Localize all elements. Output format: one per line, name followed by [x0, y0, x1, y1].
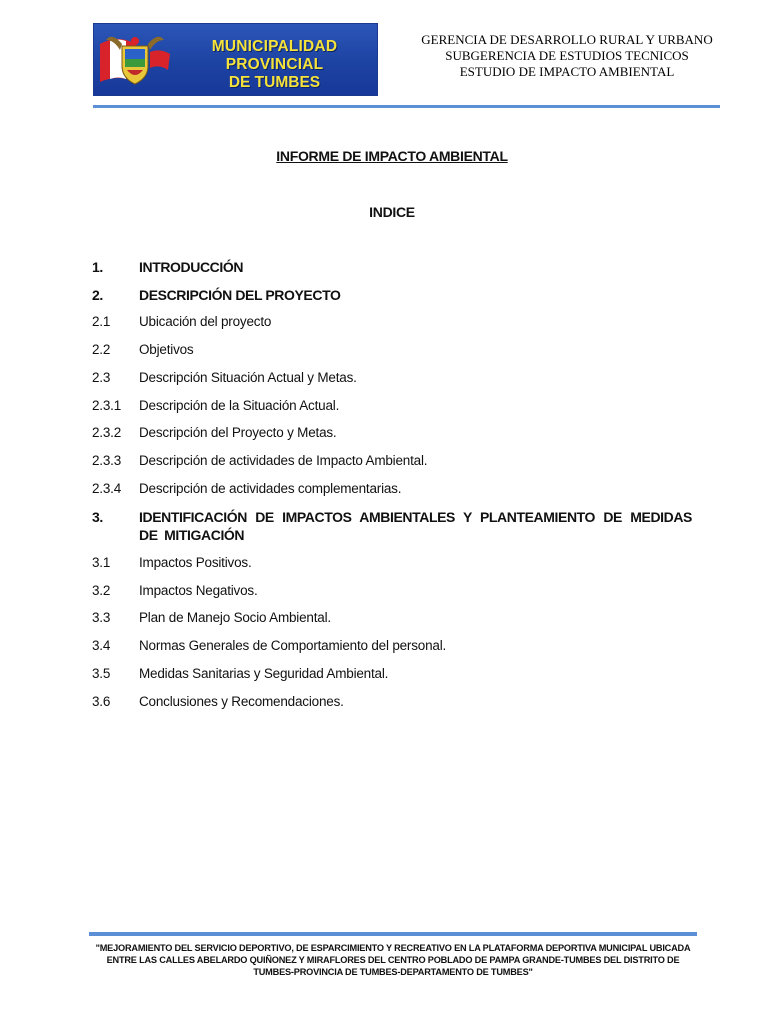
toc-number: 3.5	[92, 666, 111, 681]
logo-line-1: MUNICIPALIDAD PROVINCIAL	[211, 38, 338, 73]
toc-text: Impactos Negativos.	[139, 583, 258, 598]
toc-text: Medidas Sanitarias y Seguridad Ambiental.	[139, 666, 389, 681]
toc-text: Impactos Positivos.	[139, 555, 252, 570]
toc-number: 2.3	[92, 370, 111, 385]
toc-text: Descripción de actividades complementarias.	[139, 481, 402, 496]
index-title: INDICE	[369, 204, 415, 220]
logo-line-2: DE TUMBES	[228, 74, 321, 91]
toc-text: Descripción de actividades de Impacto Ambiental.	[139, 453, 428, 468]
toc-number: 2.	[92, 287, 103, 303]
toc-number: 1.	[92, 259, 103, 275]
toc-number: 2.3.4	[92, 481, 122, 496]
toc-number: 3.3	[92, 610, 111, 625]
toc-text: Plan de Manejo Socio Ambiental.	[139, 610, 331, 625]
footer-project-title: "MEJORAMIENTO DEL SERVICIO DEPORTIVO, DE ESPARCIMIENTO Y RECREATIVO EN LA PLATAFORMA DEPORTIVA MUNICIPAL UBICADA ENTRE LAS CALLES ABELARDO QUIÑONEZ Y MIRAFLORES DEL CENTRO POBLADO DE PAMPA GRANDE-TUMBES DEL DISTRITO DE TUMBES-PROVINCIA DE TUMBES-DEPARTAMENTO DE TUMBES"	[95, 943, 691, 977]
toc-number: 3.4	[92, 638, 111, 653]
logo-text	[172, 38, 377, 92]
toc-number: 3.2	[92, 583, 111, 598]
toc-text: Normas Generales de Comportamiento del personal.	[139, 638, 447, 653]
toc-text: IDENTIFICACIÓN DE IMPACTOS AMBIENTALES Y PLANTEAMIENTO DE MEDIDAS DE MITIGACIÓN	[139, 509, 692, 543]
toc-text: Ubicación del proyecto	[139, 314, 272, 329]
header-line-1: GERENCIA DE DESARROLLO RURAL Y URBANO	[421, 32, 713, 47]
toc-number: 2.1	[92, 314, 111, 329]
document-title: INFORME DE IMPACTO AMBIENTAL	[276, 148, 508, 164]
header-divider	[93, 105, 720, 108]
toc-number: 2.3.1	[92, 398, 122, 413]
toc-number: 3.	[92, 509, 103, 525]
toc-number: 2.2	[92, 342, 111, 357]
toc-number: 2.3.3	[92, 453, 122, 468]
toc-text: INTRODUCCIÓN	[139, 259, 244, 275]
toc-number: 2.3.2	[92, 425, 122, 440]
toc-text: Descripción del Proyecto y Metas.	[139, 425, 337, 440]
footer-divider	[89, 932, 697, 936]
toc-number: 3.1	[92, 555, 111, 570]
header-line-2: SUBGERENCIA DE ESTUDIOS TECNICOS	[445, 48, 689, 63]
toc-text: DESCRIPCIÓN DEL PROYECTO	[139, 287, 341, 303]
toc-text: Objetivos	[139, 342, 194, 357]
coat-of-arms-icon	[98, 30, 172, 90]
header-line-3: ESTUDIO DE IMPACTO AMBIENTAL	[459, 64, 675, 79]
toc-text: Descripción de la Situación Actual.	[139, 398, 340, 413]
header-department-block	[400, 32, 734, 80]
municipality-logo	[93, 23, 378, 96]
toc-number: 3.6	[92, 694, 111, 709]
toc-text: Conclusiones y Recomendaciones.	[139, 694, 344, 709]
toc-text: Descripción Situación Actual y Metas.	[139, 370, 357, 385]
